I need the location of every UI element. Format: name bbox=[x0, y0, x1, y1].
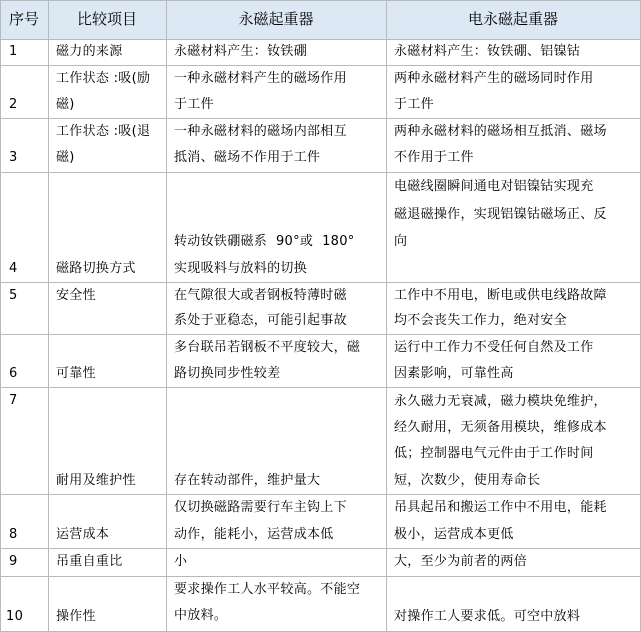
electro-cell: 不作用于工件 bbox=[394, 150, 474, 165]
permanent-cell: 一种永磁材料产生的磁场作用 bbox=[174, 71, 347, 86]
electro-cell: 极小，运营成本更低 bbox=[394, 527, 514, 542]
item-cell: 工作状态 :吸(励 bbox=[56, 71, 151, 86]
row-number: 9 bbox=[9, 554, 18, 569]
electro-cell: 工作中不用电，断电或供电线路故障 bbox=[394, 288, 607, 303]
electro-cell: 因素影响，可靠性高 bbox=[394, 366, 514, 381]
electro-cell: 两种永磁材料的磁场相互抵消、磁场 bbox=[394, 124, 607, 139]
electro-cell: 磁退磁操作，实现铝镍钴磁场正、反 bbox=[394, 207, 607, 222]
row-number: 6 bbox=[9, 366, 18, 381]
permanent-cell: 路切换同步性较差 bbox=[174, 366, 281, 381]
row-number: 1 bbox=[9, 44, 18, 59]
electro-cell: 经久耐用，无须备用模块，维修成本 bbox=[394, 420, 607, 435]
item-cell: 耐用及维护性 bbox=[56, 473, 136, 488]
permanent-cell: 中放料。 bbox=[174, 608, 228, 623]
item-cell: 吊重自重比 bbox=[56, 554, 123, 569]
header-number: 序号 bbox=[8, 10, 39, 28]
permanent-cell: 小 bbox=[174, 554, 188, 569]
item-cell: 运营成本 bbox=[56, 527, 110, 542]
header-electro-permanent: 电永磁起重器 bbox=[467, 10, 558, 28]
row-number: 3 bbox=[9, 150, 18, 165]
permanent-cell: 抵消、磁场不作用于工件 bbox=[174, 150, 321, 165]
electro-cell: 大，至少为前者的两倍 bbox=[394, 554, 528, 569]
permanent-cell: 一种永磁材料的磁场内部相互 bbox=[174, 124, 347, 139]
electro-cell: 永久磁力无衰减，磁力模块免维护， bbox=[394, 394, 607, 409]
grid-line bbox=[0, 387, 641, 388]
item-cell: 磁) bbox=[56, 150, 75, 165]
header-item: 比较项目 bbox=[76, 10, 137, 28]
electro-cell: 永磁材料产生：钕铁硼、铝镍钴 bbox=[394, 44, 581, 59]
row-number: 5 bbox=[9, 288, 18, 303]
item-cell: 磁路切换方式 bbox=[56, 261, 136, 276]
header-permanent-magnet: 永磁起重器 bbox=[238, 10, 314, 28]
grid-line bbox=[0, 0, 1, 632]
item-cell: 磁力的来源 bbox=[56, 44, 123, 59]
row-number: 4 bbox=[9, 261, 18, 276]
grid-line bbox=[48, 0, 49, 632]
grid-line bbox=[386, 0, 387, 632]
permanent-cell: 转动钕铁硼磁系 90°或 180° bbox=[174, 234, 355, 249]
permanent-cell: 系处于亚稳态，可能引起事故 bbox=[174, 313, 347, 328]
permanent-cell: 永磁材料产生：钕铁硼 bbox=[174, 44, 308, 59]
item-cell: 磁) bbox=[56, 97, 75, 112]
permanent-cell: 要求操作工人水平较高。不能空 bbox=[174, 582, 361, 597]
item-cell: 操作性 bbox=[56, 609, 96, 624]
electro-cell: 短，次数少，使用寿命长 bbox=[394, 473, 541, 488]
permanent-cell: 在气隙很大或者钢板特薄时磁 bbox=[174, 288, 347, 303]
electro-cell: 对操作工人要求低。可空中放料 bbox=[394, 609, 581, 624]
row-number: 8 bbox=[9, 527, 18, 542]
permanent-cell: 实现吸料与放料的切换 bbox=[174, 261, 308, 276]
item-cell: 可靠性 bbox=[56, 366, 96, 381]
row-number: 7 bbox=[9, 393, 18, 408]
electro-cell: 于工件 bbox=[394, 97, 434, 112]
electro-cell: 运行中工作力不受任何自然及工作 bbox=[394, 340, 594, 355]
row-number: 2 bbox=[9, 97, 18, 112]
electro-cell: 两种永磁材料产生的磁场同时作用 bbox=[394, 71, 594, 86]
item-cell: 安全性 bbox=[56, 288, 96, 303]
permanent-cell: 多台联吊若钢板不平度较大，磁 bbox=[174, 340, 361, 355]
electro-cell: 低；控制器电气元件由于工作时间 bbox=[394, 446, 594, 461]
electro-cell: 向 bbox=[394, 234, 408, 249]
grid-line bbox=[166, 0, 167, 632]
item-cell: 工作状态 :吸(退 bbox=[56, 124, 151, 139]
electro-cell: 均不会丧失工作力，绝对安全 bbox=[394, 313, 567, 328]
grid-line bbox=[0, 172, 641, 173]
electro-cell: 电磁线圈瞬间通电对铝镍钴实现充 bbox=[394, 179, 594, 194]
permanent-cell: 存在转动部件，维护量大 bbox=[174, 473, 321, 488]
row-number: 10 bbox=[6, 609, 24, 624]
permanent-cell: 动作，能耗小，运营成本低 bbox=[174, 527, 334, 542]
electro-cell: 吊具起吊和搬运工作中不用电，能耗 bbox=[394, 500, 607, 515]
permanent-cell: 于工件 bbox=[174, 97, 214, 112]
permanent-cell: 仅切换磁路需要行车主钩上下 bbox=[174, 500, 347, 515]
